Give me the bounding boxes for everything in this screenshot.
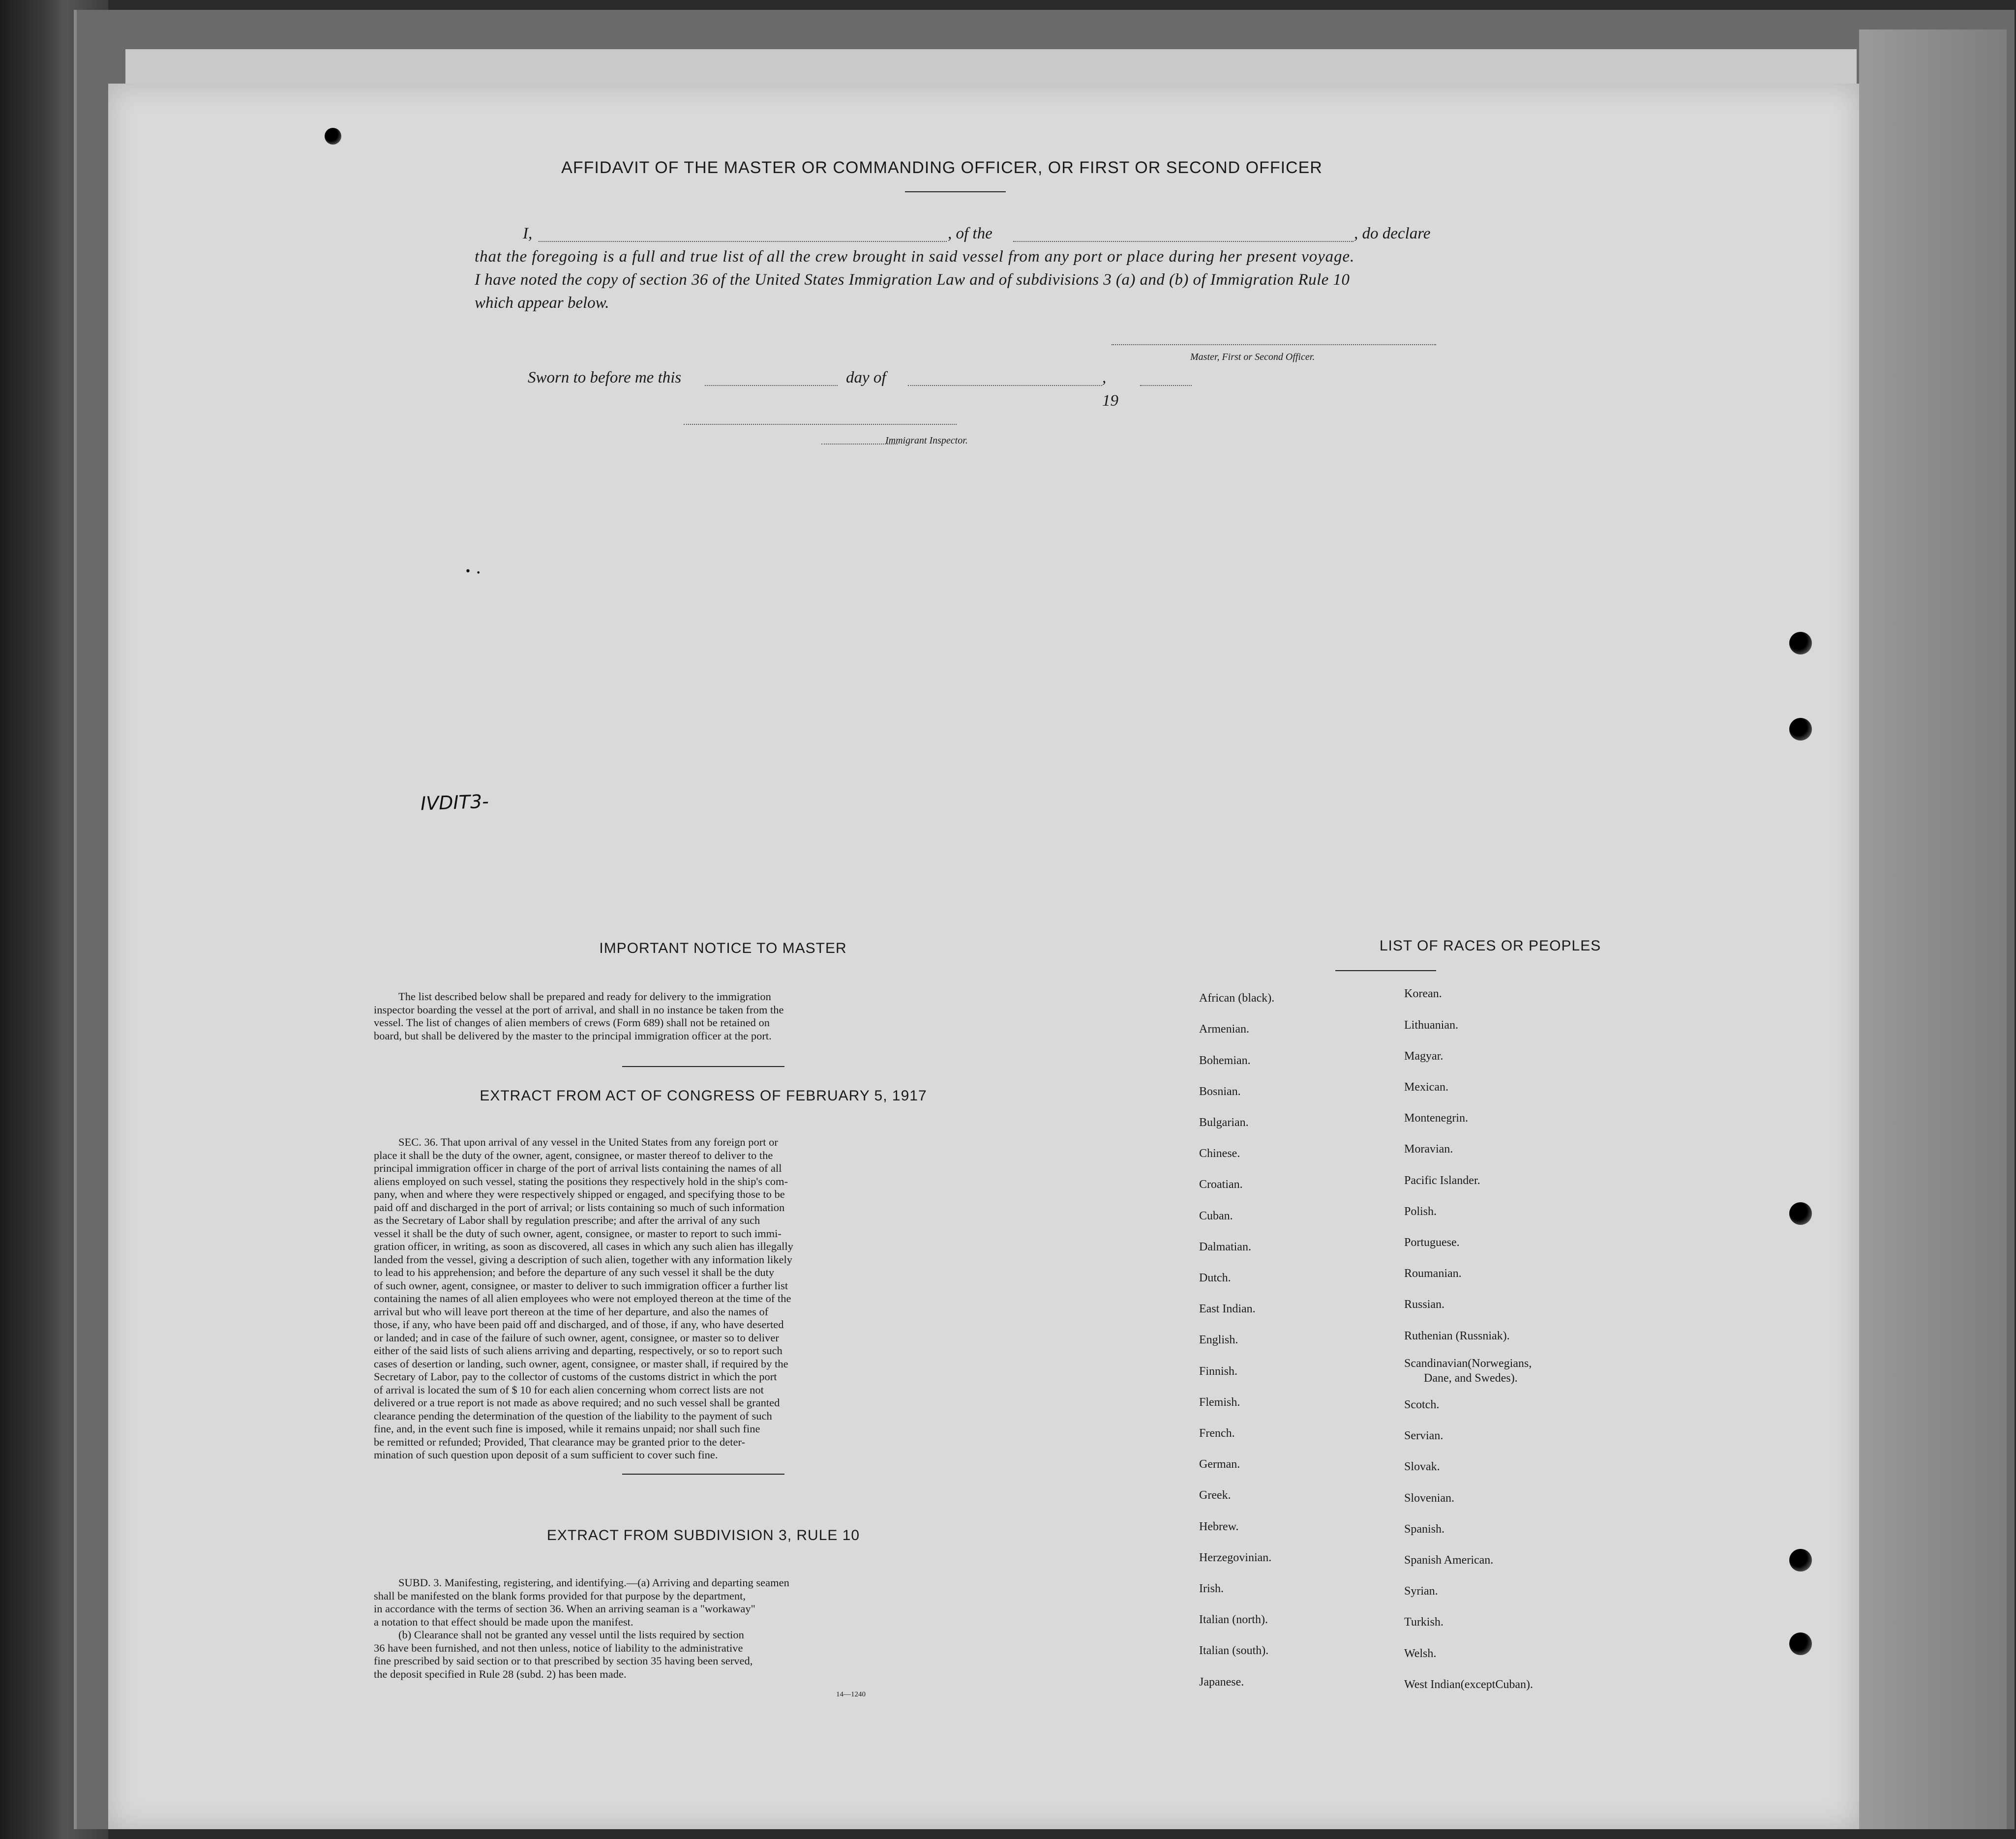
act-divider: [622, 1474, 784, 1475]
race-item: Lithuanian.: [1404, 1019, 1458, 1032]
punch-hole-icon: [1789, 718, 1812, 741]
act-line: or landed; and in case of the failure of such owner, agent, consignee, or master so to deliver: [374, 1331, 779, 1344]
affidavit-line2: that the foregoing is a full and true list of all the crew brought in said vessel from any port or place during her present voyage.: [475, 248, 1355, 266]
race-item: Magyar.: [1404, 1050, 1444, 1063]
affidavit-declare: , do declare: [1354, 225, 1431, 242]
race-item: Scandinavian(Norwegians,: [1404, 1357, 1532, 1370]
race-item: Dutch.: [1199, 1272, 1231, 1284]
act-line: be remitted or refunded; Provided, That clearance may be granted prior to the deter-: [374, 1435, 746, 1448]
sworn-line: [528, 366, 1118, 410]
punch-hole-icon: [1789, 632, 1812, 654]
notice-line: The list described below shall be prepared and ready for delivery to the immigration: [398, 990, 771, 1003]
punch-hole-icon: [1789, 1549, 1812, 1572]
race-item: Chinese.: [1199, 1147, 1240, 1160]
sworn-day-of: day of: [846, 369, 886, 386]
notice-heading: IMPORTANT NOTICE TO MASTER: [599, 940, 847, 956]
act-line: mination of such question upon deposit of a sum sufficient to cover such fine.: [374, 1449, 718, 1461]
race-item: Ruthenian (Russniak).: [1404, 1330, 1510, 1342]
race-item: Armenian.: [1199, 1023, 1249, 1036]
manifest-page: [108, 84, 1859, 1829]
rule-line: a notation to that effect should be made upon the manifest.: [374, 1615, 633, 1628]
rule-line: 36 have been furnished, and not then unless, notice of liability to the administrative: [374, 1641, 743, 1654]
act-line: gration officer, in writing, as soon as discovered, all cases in which any such alien has illegally: [374, 1240, 793, 1252]
form-number: 14—1240: [836, 1691, 866, 1698]
rule-line: shall be manifested on the blank forms provided for that purpose by the department,: [374, 1589, 746, 1602]
rule-line: in accordance with the terms of section 36. When an arriving seaman is a "workaway": [374, 1602, 755, 1615]
race-item: West Indian(exceptCuban).: [1404, 1678, 1533, 1691]
race-item: Slovak.: [1404, 1460, 1440, 1473]
race-item: Dane, and Swedes).: [1424, 1372, 1518, 1385]
race-item: French.: [1199, 1427, 1235, 1440]
affidavit-title: AFFIDAVIT OF THE MASTER OR COMMANDING OFFICER, OR FIRST OR SECOND OFFICER: [561, 158, 1323, 177]
affidavit-line4: which appear below.: [475, 294, 609, 312]
notice-divider: [622, 1066, 784, 1067]
race-item: German.: [1199, 1458, 1240, 1471]
race-item: Welsh.: [1404, 1647, 1437, 1660]
race-item: Bohemian.: [1199, 1054, 1251, 1067]
punch-hole-icon: [325, 128, 341, 145]
title-underline: [905, 191, 1006, 192]
affidavit-of-the: , of the: [948, 225, 993, 242]
act-body: [374, 1136, 1033, 1462]
underlying-page-edge: [1859, 30, 2007, 1829]
race-item: Mexican.: [1404, 1081, 1448, 1094]
notice-line: vessel. The list of changes of alien members of crews (Form 689) shall not be retained on: [374, 1016, 770, 1029]
act-line: delivered or a true report is not made as above required; and no such vessel shall be granted: [374, 1396, 780, 1409]
race-item: Japanese.: [1199, 1676, 1244, 1689]
race-item: Greek.: [1199, 1489, 1231, 1502]
sworn-year-blank: [1140, 366, 1192, 386]
act-line: of arrival is located the sum of $ 10 for each alien concerning whom correct lists are not: [374, 1383, 764, 1396]
act-line: vessel it shall be the duty of such owner, agent, consignee, or master to report to such immi-: [374, 1227, 782, 1240]
race-item: Herzegovinian.: [1199, 1551, 1272, 1564]
race-item: Irish.: [1199, 1582, 1224, 1595]
race-item: Korean.: [1404, 987, 1442, 1000]
act-line: paid off and discharged in the port of arrival; or lists containing so much of such information: [374, 1201, 785, 1214]
act-line: cases of desertion or landing, such owner, agent, consignee, or master shall, if required by the: [374, 1357, 788, 1370]
sworn-month-blank: [908, 366, 1102, 386]
race-item: Croatian.: [1199, 1178, 1243, 1191]
act-line: to lead to his apprehension; and before the departure of any such vessel it shall be the duty: [374, 1266, 775, 1278]
act-line: pany, when and where they were respectively shipped or engaged, and specifying those to be: [374, 1188, 785, 1200]
race-item: African (black).: [1199, 992, 1275, 1005]
race-item: Bulgarian.: [1199, 1116, 1249, 1129]
ink-speck: •: [465, 565, 471, 578]
race-item: Portuguese.: [1404, 1236, 1460, 1249]
race-item: Italian (north).: [1199, 1613, 1268, 1626]
notice-body: [374, 990, 1033, 1042]
race-item: Roumanian.: [1404, 1267, 1462, 1280]
sworn-year: , 19: [1102, 369, 1118, 410]
act-line: SEC. 36. That upon arrival of any vessel in the United States from any foreign port or: [398, 1136, 778, 1148]
inspector-signature-line: [684, 419, 957, 425]
race-item: Servian.: [1404, 1429, 1444, 1442]
act-line: as the Secretary of Labor shall by regulation prescribe; and after the arrival of any such: [374, 1214, 760, 1226]
act-line: landed from the vessel, giving a description of such alien, together with any information likely: [374, 1253, 793, 1266]
race-item: Finnish.: [1199, 1365, 1238, 1378]
rule-line: (b) Clearance shall not be granted any vessel until the lists required by section: [398, 1629, 744, 1641]
act-line: fine, and, in the event such fine is imposed, while it remains unpaid; nor shall such fine: [374, 1423, 760, 1435]
act-line: Secretary of Labor, pay to the collector of customs of the customs district in which the port: [374, 1370, 777, 1383]
vessel-blank: [1013, 222, 1354, 242]
race-item: Montenegrin.: [1404, 1112, 1468, 1125]
races-underline: [1335, 970, 1436, 971]
master-signature-line: [1112, 339, 1436, 345]
race-item: Moravian.: [1404, 1143, 1453, 1156]
race-item: Slovenian.: [1404, 1492, 1454, 1505]
race-item: Bosnian.: [1199, 1085, 1241, 1098]
affidavit-text: [475, 222, 1431, 315]
rule-body: [374, 1576, 1033, 1681]
sworn-day-blank: [705, 366, 838, 386]
rule-line: fine prescribed by said section or to that prescribed by section 35 having been served,: [374, 1655, 753, 1667]
race-item: Cuban.: [1199, 1210, 1233, 1222]
rule-line: the deposit specified in Rule 28 (subd. 2) has been made.: [374, 1667, 627, 1680]
affidavit-line3: I have noted the copy of section 36 of the United States Immigration Law and of subdivisions 3 (a) and (b) of Immigration Rule 10: [475, 271, 1350, 289]
race-item: Hebrew.: [1199, 1520, 1239, 1533]
races-heading: LIST OF RACES OR PEOPLES: [1379, 938, 1601, 954]
race-item: Italian (south).: [1199, 1644, 1269, 1657]
race-item: Spanish American.: [1404, 1554, 1494, 1567]
name-blank: [539, 222, 947, 242]
notice-line: inspector boarding the vessel at the port of arrival, and shall in no instance be taken from the: [374, 1003, 784, 1016]
race-item: Dalmatian.: [1199, 1241, 1251, 1253]
race-item: Flemish.: [1199, 1396, 1240, 1409]
affidavit-i: I,: [523, 225, 533, 242]
punch-hole-icon: [1789, 1632, 1812, 1655]
notice-line: board, but shall be delivered by the master to the principal immigration officer at the port.: [374, 1029, 772, 1042]
rule-line: SUBD. 3. Manifesting, registering, and identifying.—(a) Arriving and departing seamen: [398, 1576, 789, 1589]
rule-heading: EXTRACT FROM SUBDIVISION 3, RULE 10: [546, 1527, 860, 1543]
act-line: those, if any, who have been paid off and discharged, and of those, if any, who have deserted: [374, 1318, 784, 1331]
act-line: clearance pending the determination of the question of the liability to the payment of such: [374, 1409, 772, 1422]
act-line: aliens employed on such vessel, stating the positions they respectively hold in the ship's com-: [374, 1175, 788, 1187]
act-line: either of the said lists of such aliens arriving and departing, respectively, or so to report such: [374, 1344, 782, 1357]
act-line: principal immigration officer in charge of the port of arrival lists containing the names of all: [374, 1162, 782, 1174]
ink-speck: •: [476, 568, 481, 577]
sworn-prefix: Sworn to before me this: [528, 369, 682, 386]
race-item: Spanish.: [1404, 1523, 1445, 1536]
race-item: English.: [1199, 1334, 1238, 1346]
punch-hole-icon: [1789, 1202, 1812, 1225]
race-item: Turkish.: [1404, 1616, 1444, 1629]
master-signature-label: Master, First or Second Officer.: [1190, 352, 1315, 362]
race-item: Russian.: [1404, 1298, 1445, 1311]
race-item: East Indian.: [1199, 1303, 1256, 1315]
handwritten-mark: IVDIT3-: [420, 790, 489, 815]
act-heading: EXTRACT FROM ACT OF CONGRESS OF FEBRUARY 5, 1917: [480, 1088, 927, 1104]
race-item: Pacific Islander.: [1404, 1174, 1480, 1187]
act-line: of such owner, agent, consignee, or master to deliver to such immigration officer a further list: [374, 1279, 788, 1292]
race-item: Polish.: [1404, 1205, 1437, 1218]
race-item: Scotch.: [1404, 1398, 1440, 1411]
act-line: place it shall be the duty of the owner, agent, consignee, or master thereof to deliver to the: [374, 1149, 773, 1161]
race-item: Syrian.: [1404, 1585, 1438, 1598]
inspector-label: Immigrant Inspector.: [885, 435, 968, 446]
act-line: arrival but who will leave port thereon at the time of her departure, and also the names of: [374, 1305, 769, 1318]
act-line: containing the names of all alien employees who were not employed thereon at the time of the: [374, 1292, 791, 1305]
